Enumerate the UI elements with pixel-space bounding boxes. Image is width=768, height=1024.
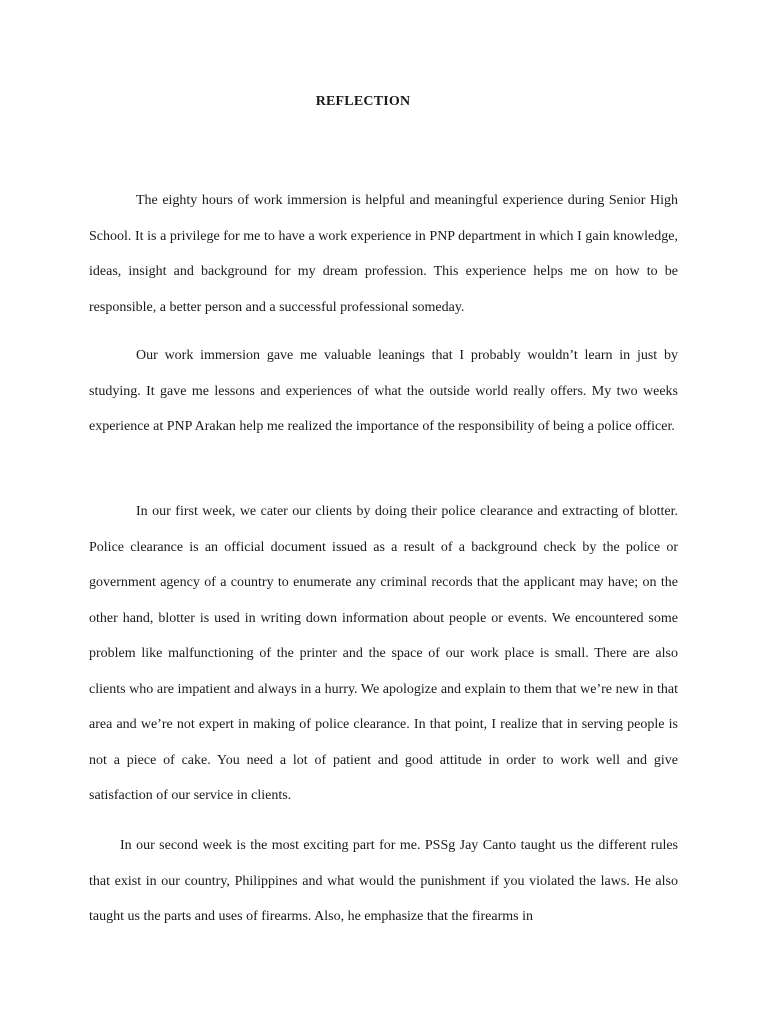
- paragraph-2: Our work immersion gave me valuable leanings that I probably wouldn’t learn in just by studying. It gave me lessons and experiences of what the outside world really offers. My two weeks experience at PNP Arakan help me realized the importance of the responsibility of being a police officer.: [89, 348, 678, 434]
- paragraph-1: The eighty hours of work immersion is helpful and meaningful experience during Senior High School. It is a privilege for me to have a work experience in PNP department in which I gain knowledge, ideas, insight and background for my dream profession. This experience helps me on how to be responsible, a better person and a successful professional someday.: [89, 193, 678, 315]
- document-title: REFLECTION: [315, 94, 411, 109]
- paragraph-4: In our second week is the most exciting part for me. PSSg Jay Canto taught us the different rules that exist in our country, Philippines and what would the punishment if you violated the laws. He also taught us the parts and uses of firearms. Also, he emphasize that the firearms in: [89, 838, 678, 924]
- paragraph-3: In our first week, we cater our clients by doing their police clearance and extracting of blotter. Police clearance is an official document issued as a result of a background check by the police or government agency of a country to enumerate any criminal records that the applicant may have; on the other hand, blotter is used in writing down information about people or events. We encountered some problem like malfunctioning of the printer and the space of our work place is small. There are also clients who are impatient and always in a hurry. We apologize and explain to them that we’re new in that area and we’re not expert in making of police clearance. In that point, I realize that in serving people is not a piece of cake. You need a lot of patient and good attitude in order to work well and give satisfaction of our service in clients.: [89, 504, 678, 803]
